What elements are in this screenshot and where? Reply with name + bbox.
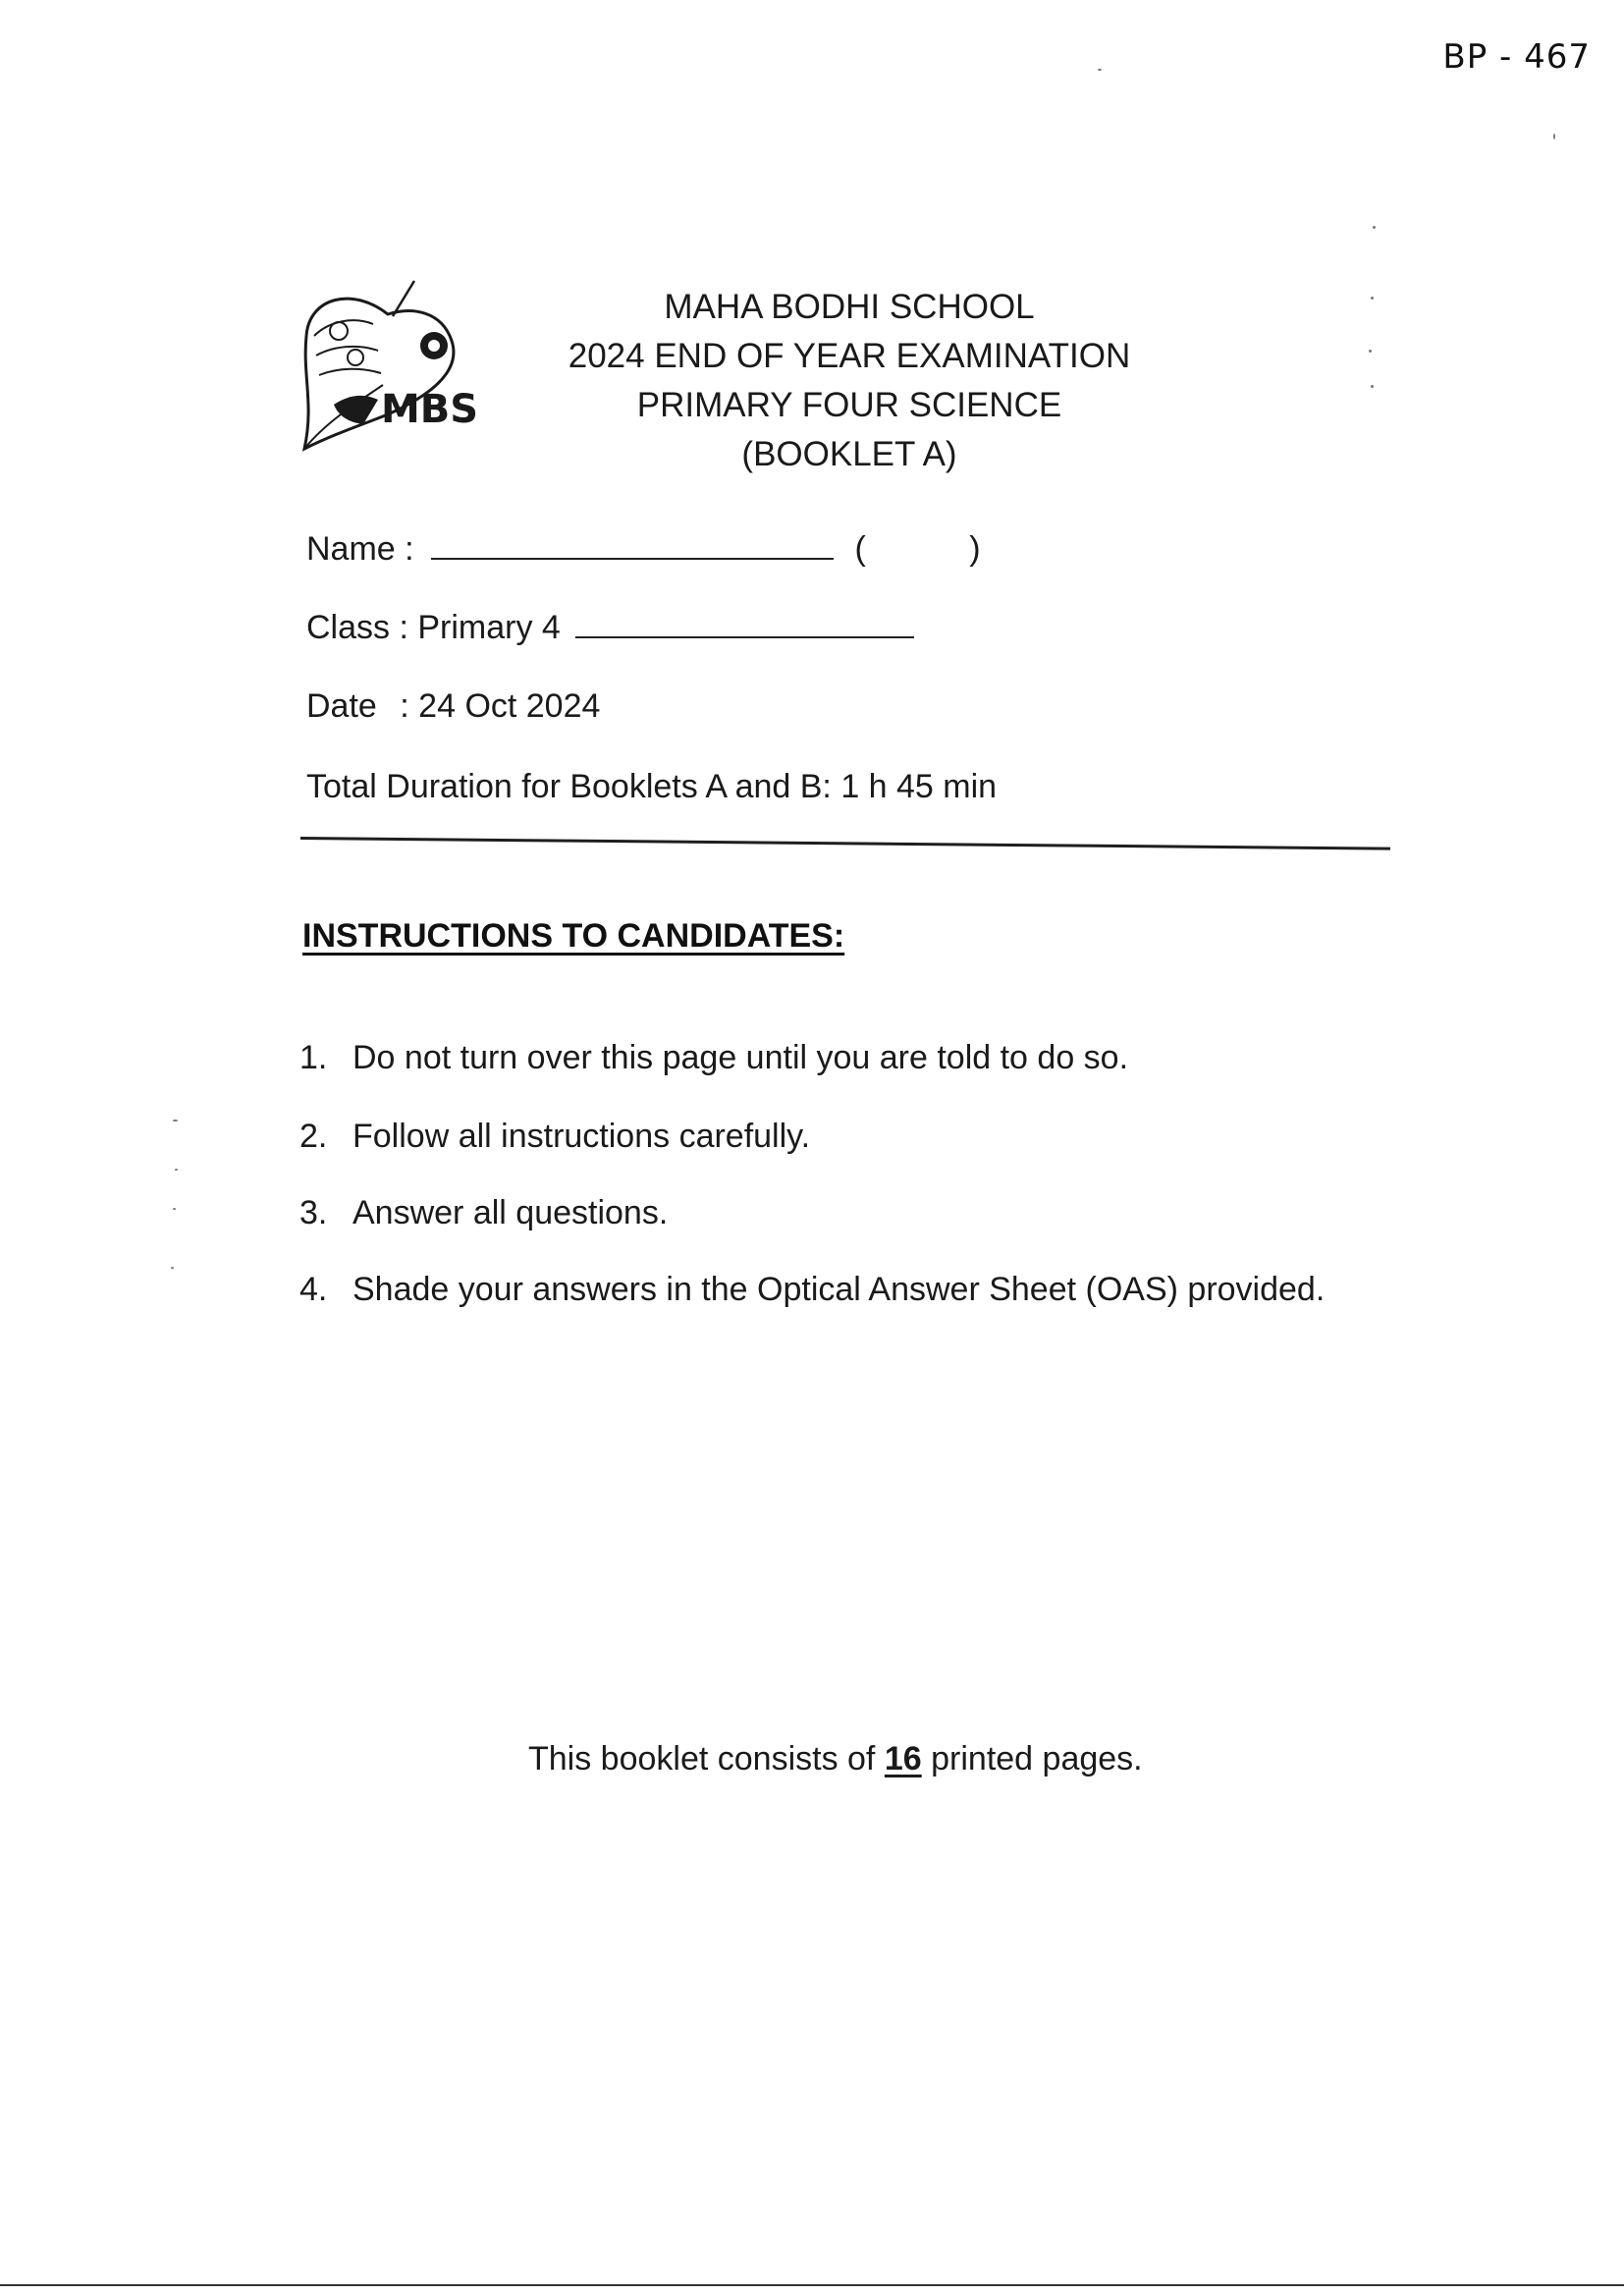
instruction-text: Follow all instructions carefully. bbox=[352, 1118, 811, 1155]
instruction-item bbox=[299, 1039, 1128, 1077]
page-count-value: 16 bbox=[884, 1740, 922, 1777]
instruction-text: Do not turn over this page until you are told to do so. bbox=[352, 1039, 1129, 1076]
school-name: MAHA BODHI SCHOOL bbox=[664, 288, 1035, 326]
booklet-label: (BOOKLET A) bbox=[741, 435, 957, 473]
date-field-row bbox=[306, 687, 600, 726]
instruction-text: Answer all questions. bbox=[352, 1194, 669, 1231]
instructions-heading: INSTRUCTIONS TO CANDIDATES: bbox=[302, 917, 845, 955]
page-count-note bbox=[528, 1740, 1143, 1778]
exam-header bbox=[550, 283, 1149, 479]
crest-letters: MBS bbox=[381, 387, 479, 432]
scan-speck bbox=[1373, 226, 1376, 229]
duration-row: Total Duration for Booklets A and B: 1 h 45 min bbox=[306, 768, 998, 805]
header-divider bbox=[300, 837, 1390, 850]
scan-speck bbox=[171, 1267, 174, 1269]
page-count-prefix: This booklet consists of bbox=[528, 1740, 876, 1777]
subject-title: PRIMARY FOUR SCIENCE bbox=[636, 386, 1062, 424]
instruction-item bbox=[299, 1271, 1325, 1309]
instruction-item bbox=[299, 1194, 668, 1232]
instruction-item bbox=[299, 1118, 810, 1156]
scan-speck bbox=[175, 1169, 178, 1171]
scan-speck bbox=[1369, 350, 1372, 353]
instruction-number: 3. bbox=[299, 1194, 328, 1231]
name-field-row bbox=[306, 530, 981, 569]
index-paren-close: ) bbox=[969, 530, 981, 568]
instruction-number: 1. bbox=[299, 1039, 328, 1076]
exam-title: 2024 END OF YEAR EXAMINATION bbox=[568, 337, 1131, 375]
page-code: BP - 467 bbox=[1442, 37, 1591, 77]
scan-speck bbox=[173, 1120, 178, 1121]
name-blank[interactable] bbox=[431, 532, 834, 560]
instruction-number: 2. bbox=[299, 1118, 328, 1155]
page-count-suffix: printed pages. bbox=[931, 1740, 1143, 1777]
instruction-text: Shade your answers in the Optical Answer Sheet (OAS) provided. bbox=[352, 1271, 1326, 1308]
class-blank[interactable] bbox=[575, 611, 914, 638]
date-label: Date bbox=[306, 687, 377, 725]
class-field-row bbox=[306, 609, 914, 647]
scan-speck bbox=[1371, 385, 1374, 388]
scan-speck bbox=[173, 1208, 176, 1210]
instruction-number: 4. bbox=[299, 1271, 328, 1308]
class-label: Class : Primary 4 bbox=[306, 609, 561, 646]
scan-speck bbox=[1098, 69, 1102, 71]
bottom-scan-edge bbox=[0, 2284, 1624, 2286]
school-crest-logo bbox=[295, 277, 479, 464]
date-value: : 24 Oct 2024 bbox=[400, 687, 601, 725]
scan-speck bbox=[1553, 134, 1555, 139]
name-label: Name : bbox=[306, 530, 414, 568]
scan-speck bbox=[1371, 297, 1374, 300]
index-paren-open: ( bbox=[854, 530, 866, 568]
